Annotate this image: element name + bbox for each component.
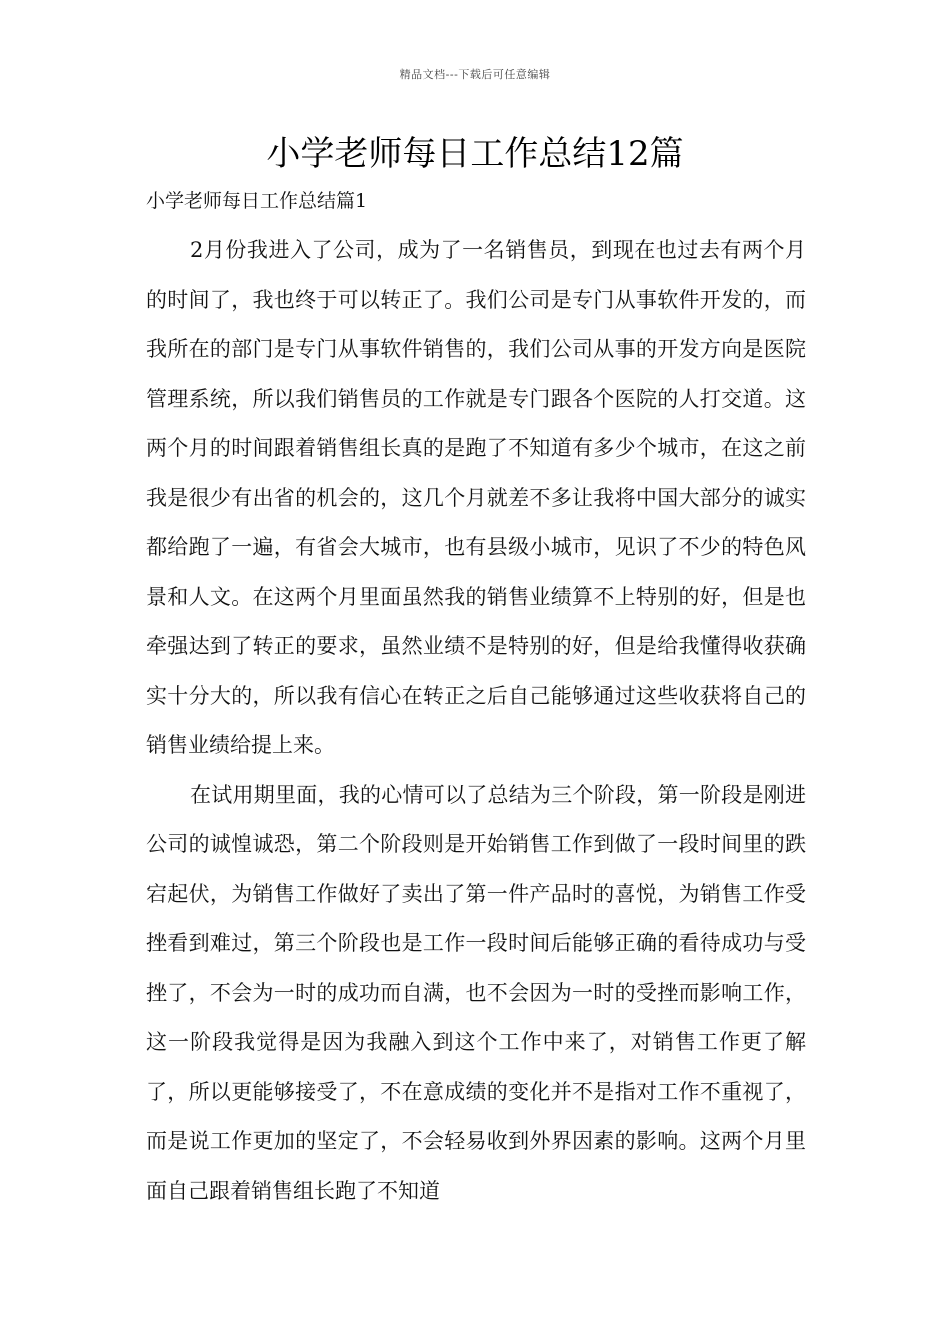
body-text [146,226,806,1216]
paragraph-1: 2月份我进入了公司，成为了一名销售员，到现在也过去有两个月的时间了，我也终于可以转正了。我们公司是专门从事软件开发的，而我所在的部门是专门从事软件销售的，我们公司从事的开发方向是医院管理系统，所以我们销售员的工作就是专门跟各个医院的人打交道。这两个月的时间跟着销售组长真的是跑了不知道有多少个城市，在这之前我是很少有出省的机会的，这几个月就差不多让我将中国大部分的诚实都给跑了一遍，有省会大城市，也有县级小城市，见识了不少的特色风景和人文。在这两个月里面虽然我的销售业绩算不上特别的好，但是也牵强达到了转正的要求，虽然业绩不是特别的好，但是给我懂得收获确实十分大的，所以我有信心在转正之后自己能够通过这些收获将自己的销售业绩给提上来。 [146,238,806,757]
paragraph-2: 在试用期里面，我的心情可以了总结为三个阶段，第一阶段是刚进公司的诚惶诚恐，第二个阶段则是开始销售工作到做了一段时间里的跌宕起伏，为销售工作做好了卖出了第一件产品时的喜悦，为销售工作受挫看到难过，第三个阶段也是工作一段时间后能够正确的看待成功与受挫了，不会为一时的成功而自满，也不会因为一时的受挫而影响工作，这一阶段我觉得是因为我融入到这个工作中来了，对销售工作更了解了，所以更能够接受了，不在意成绩的变化并不是指对工作不重视了，而是说工作更加的坚定了，不会轻易收到外界因素的影响。这两个月里面自己跟着销售组长跑了不知道 [146,782,806,1203]
header-note: 精品文档---下载后可任意编辑 [399,68,551,81]
document-title: 小学老师每日工作总结12篇 [266,134,684,174]
section-heading: 小学老师每日工作总结篇1 [146,190,368,212]
